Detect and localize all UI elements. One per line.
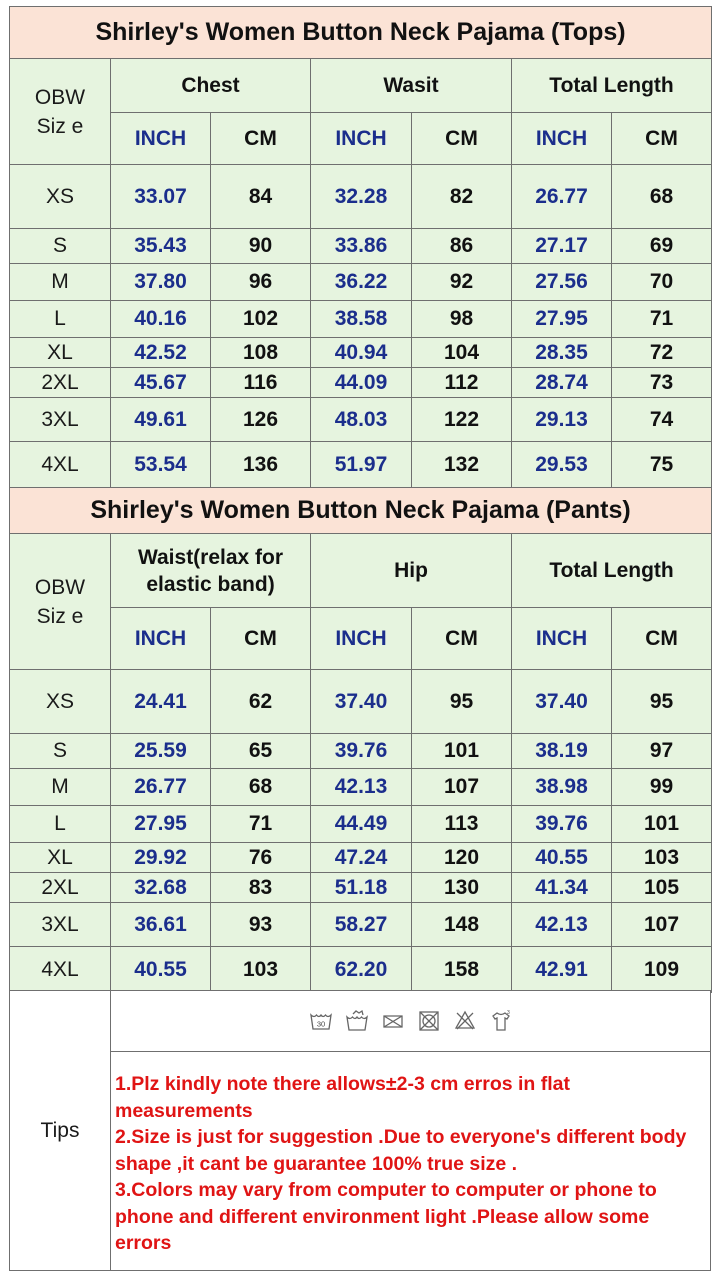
waist-inch-cell: 32.68 [111,873,211,903]
cm-header-chest: CM [211,113,311,165]
size-cell: L [10,301,111,338]
pants-title: Shirley's Women Button Neck Pajama (Pants) [10,488,712,534]
table-row [10,734,712,769]
total-length-cm-cell: 70 [612,264,712,301]
chest-inch-cell: 37.80 [111,264,211,301]
chest-inch-cell: 42.52 [111,338,211,368]
group-header-waist: Wasit [311,59,512,113]
size-cell: M [10,264,111,301]
table-row [10,368,712,398]
total-length-inch-cell: 41.34 [512,873,612,903]
size-cell: 2XL [10,368,111,398]
waist-inch-cell: 26.77 [111,769,211,806]
inch-header-waist: INCH [111,608,211,670]
size-header-cell [10,534,111,670]
iron-icon [489,1009,513,1033]
hip-inch-cell: 47.24 [311,843,412,873]
group-header-chest: Chest [111,59,311,113]
total-length-inch-cell: 37.40 [512,670,612,734]
tips-label: Tips [10,991,111,1270]
waist-inch-cell: 48.03 [311,398,412,442]
size-header-line2: Siz e [36,604,84,628]
waist-cm-cell: 82 [412,165,512,229]
table-row [10,165,712,229]
waist-cm-cell: 83 [211,873,311,903]
no-bleach-icon [453,1009,477,1033]
hip-cm-cell: 120 [412,843,512,873]
total-length-cm-cell: 68 [612,165,712,229]
table-row [10,670,712,734]
total-length-cm-cell: 95 [612,670,712,734]
cm-header-total-length: CM [612,608,712,670]
waist-cm-cell: 132 [412,442,512,488]
table-row [10,264,712,301]
tops-title: Shirley's Women Button Neck Pajama (Tops) [10,7,712,59]
size-header-line1: OBW [34,85,86,109]
total-length-inch-cell: 28.74 [512,368,612,398]
table-row [10,229,712,264]
total-length-cm-cell: 71 [612,301,712,338]
size-cell: 3XL [10,398,111,442]
waist-cm-cell: 86 [412,229,512,264]
cm-header-total-length: CM [612,113,712,165]
waist-inch-cell: 33.86 [311,229,412,264]
hip-inch-cell: 39.76 [311,734,412,769]
table-row [10,301,712,338]
svg-text:30: 30 [316,1019,325,1029]
waist-inch-cell: 40.55 [111,947,211,993]
waist-cm-cell: 65 [211,734,311,769]
tip-note-3: 3.Colors may vary from computer to computer or phone to phone and different environment light .Please allow some errors [115,1179,657,1254]
size-cell: XL [10,338,111,368]
hip-inch-cell: 37.40 [311,670,412,734]
chest-cm-cell: 84 [211,165,311,229]
inch-header-waist: INCH [311,113,412,165]
total-length-inch-cell: 40.55 [512,843,612,873]
table-row [10,806,712,843]
hip-cm-cell: 95 [412,670,512,734]
chest-cm-cell: 126 [211,398,311,442]
hip-inch-cell: 62.20 [311,947,412,993]
size-cell: 2XL [10,873,111,903]
total-length-cm-cell: 73 [612,368,712,398]
waist-inch-cell: 38.58 [311,301,412,338]
table-row [10,398,712,442]
total-length-cm-cell: 69 [612,229,712,264]
cm-header-waist: CM [412,113,512,165]
chest-inch-cell: 53.54 [111,442,211,488]
size-cell: XL [10,843,111,873]
total-length-inch-cell: 29.13 [512,398,612,442]
waist-inch-cell: 24.41 [111,670,211,734]
total-length-inch-cell: 27.56 [512,264,612,301]
chest-cm-cell: 136 [211,442,311,488]
tops-size-table [9,6,712,488]
table-row [10,947,712,993]
total-length-cm-cell: 97 [612,734,712,769]
waist-inch-cell: 29.92 [111,843,211,873]
chest-inch-cell: 40.16 [111,301,211,338]
size-cell: XS [10,165,111,229]
group-header-hip: Hip [311,534,512,608]
waist-cm-cell: 98 [412,301,512,338]
waist-inch-cell: 32.28 [311,165,412,229]
hip-cm-cell: 148 [412,903,512,947]
size-cell: 3XL [10,903,111,947]
waist-cm-cell: 71 [211,806,311,843]
chest-cm-cell: 96 [211,264,311,301]
inch-header-total-length: INCH [512,113,612,165]
size-header-line2: Siz e [36,114,84,138]
total-length-inch-cell: 27.95 [512,301,612,338]
waist-inch-cell: 36.22 [311,264,412,301]
size-header-line1: OBW [34,575,86,599]
svg-text:3: 3 [506,1010,510,1016]
cm-header-waist: CM [211,608,311,670]
chest-inch-cell: 49.61 [111,398,211,442]
inch-header-hip: INCH [311,608,412,670]
total-length-inch-cell: 29.53 [512,442,612,488]
table-row [10,442,712,488]
total-length-cm-cell: 107 [612,903,712,947]
size-cell: M [10,769,111,806]
tip-note-1: 1.Plz kindly note there allows±2-3 cm erros in flat measurements [115,1073,571,1122]
waist-inch-cell: 25.59 [111,734,211,769]
waist-cm-cell: 112 [412,368,512,398]
pants-size-table [9,487,712,993]
total-length-inch-cell: 42.13 [512,903,612,947]
waist-cm-cell: 92 [412,264,512,301]
total-length-cm-cell: 99 [612,769,712,806]
total-length-inch-cell: 38.98 [512,769,612,806]
chest-cm-cell: 102 [211,301,311,338]
table-row [10,338,712,368]
total-length-cm-cell: 75 [612,442,712,488]
total-length-inch-cell: 28.35 [512,338,612,368]
tips-notes [115,1071,704,1257]
waist-cm-cell: 76 [211,843,311,873]
inch-header-total-length: INCH [512,608,612,670]
tips-section [9,990,711,1271]
inch-header-chest: INCH [111,113,211,165]
chest-cm-cell: 90 [211,229,311,264]
tip-note-2: 2.Size is just for suggestion .Due to everyone's different body shape ,it cant be guarantee 100% true size . [115,1126,687,1175]
table-row [10,903,712,947]
hip-inch-cell: 51.18 [311,873,412,903]
table-row [10,843,712,873]
total-length-cm-cell: 101 [612,806,712,843]
waist-inch-cell: 51.97 [311,442,412,488]
waist-cm-cell: 104 [412,338,512,368]
no-tumble-dry-icon [381,1009,405,1033]
hip-cm-cell: 130 [412,873,512,903]
hip-cm-cell: 158 [412,947,512,993]
size-cell: L [10,806,111,843]
chest-cm-cell: 108 [211,338,311,368]
unit-header-row [10,113,712,165]
waist-cm-cell: 68 [211,769,311,806]
group-header-total-length: Total Length [512,534,712,608]
size-cell: 4XL [10,442,111,488]
total-length-cm-cell: 109 [612,947,712,993]
total-length-cm-cell: 105 [612,873,712,903]
hip-inch-cell: 44.49 [311,806,412,843]
hip-cm-cell: 101 [412,734,512,769]
total-length-inch-cell: 42.91 [512,947,612,993]
waist-inch-cell: 44.09 [311,368,412,398]
total-length-cm-cell: 103 [612,843,712,873]
total-length-inch-cell: 38.19 [512,734,612,769]
table-row [10,873,712,903]
chest-inch-cell: 35.43 [111,229,211,264]
waist-inch-cell: 36.61 [111,903,211,947]
hip-inch-cell: 58.27 [311,903,412,947]
hand-wash-icon [345,1009,369,1033]
chest-cm-cell: 116 [211,368,311,398]
size-cell: XS [10,670,111,734]
total-length-inch-cell: 27.17 [512,229,612,264]
unit-header-row [10,608,712,670]
no-dry-clean-icon [417,1009,441,1033]
care-icons-row [111,991,710,1052]
group-header-total-length: Total Length [512,59,712,113]
hip-cm-cell: 113 [412,806,512,843]
size-cell: S [10,734,111,769]
group-header-waist: Waist(relax for elastic band) [111,534,311,608]
wash-30-icon [309,1009,333,1033]
hip-cm-cell: 107 [412,769,512,806]
chest-inch-cell: 33.07 [111,165,211,229]
cm-header-hip: CM [412,608,512,670]
size-header-cell [10,59,111,165]
total-length-inch-cell: 39.76 [512,806,612,843]
waist-cm-cell: 93 [211,903,311,947]
waist-cm-cell: 103 [211,947,311,993]
waist-cm-cell: 122 [412,398,512,442]
waist-inch-cell: 40.94 [311,338,412,368]
chest-inch-cell: 45.67 [111,368,211,398]
table-row [10,769,712,806]
waist-cm-cell: 62 [211,670,311,734]
waist-inch-cell: 27.95 [111,806,211,843]
hip-inch-cell: 42.13 [311,769,412,806]
size-cell: 4XL [10,947,111,993]
total-length-cm-cell: 72 [612,338,712,368]
total-length-inch-cell: 26.77 [512,165,612,229]
size-cell: S [10,229,111,264]
total-length-cm-cell: 74 [612,398,712,442]
